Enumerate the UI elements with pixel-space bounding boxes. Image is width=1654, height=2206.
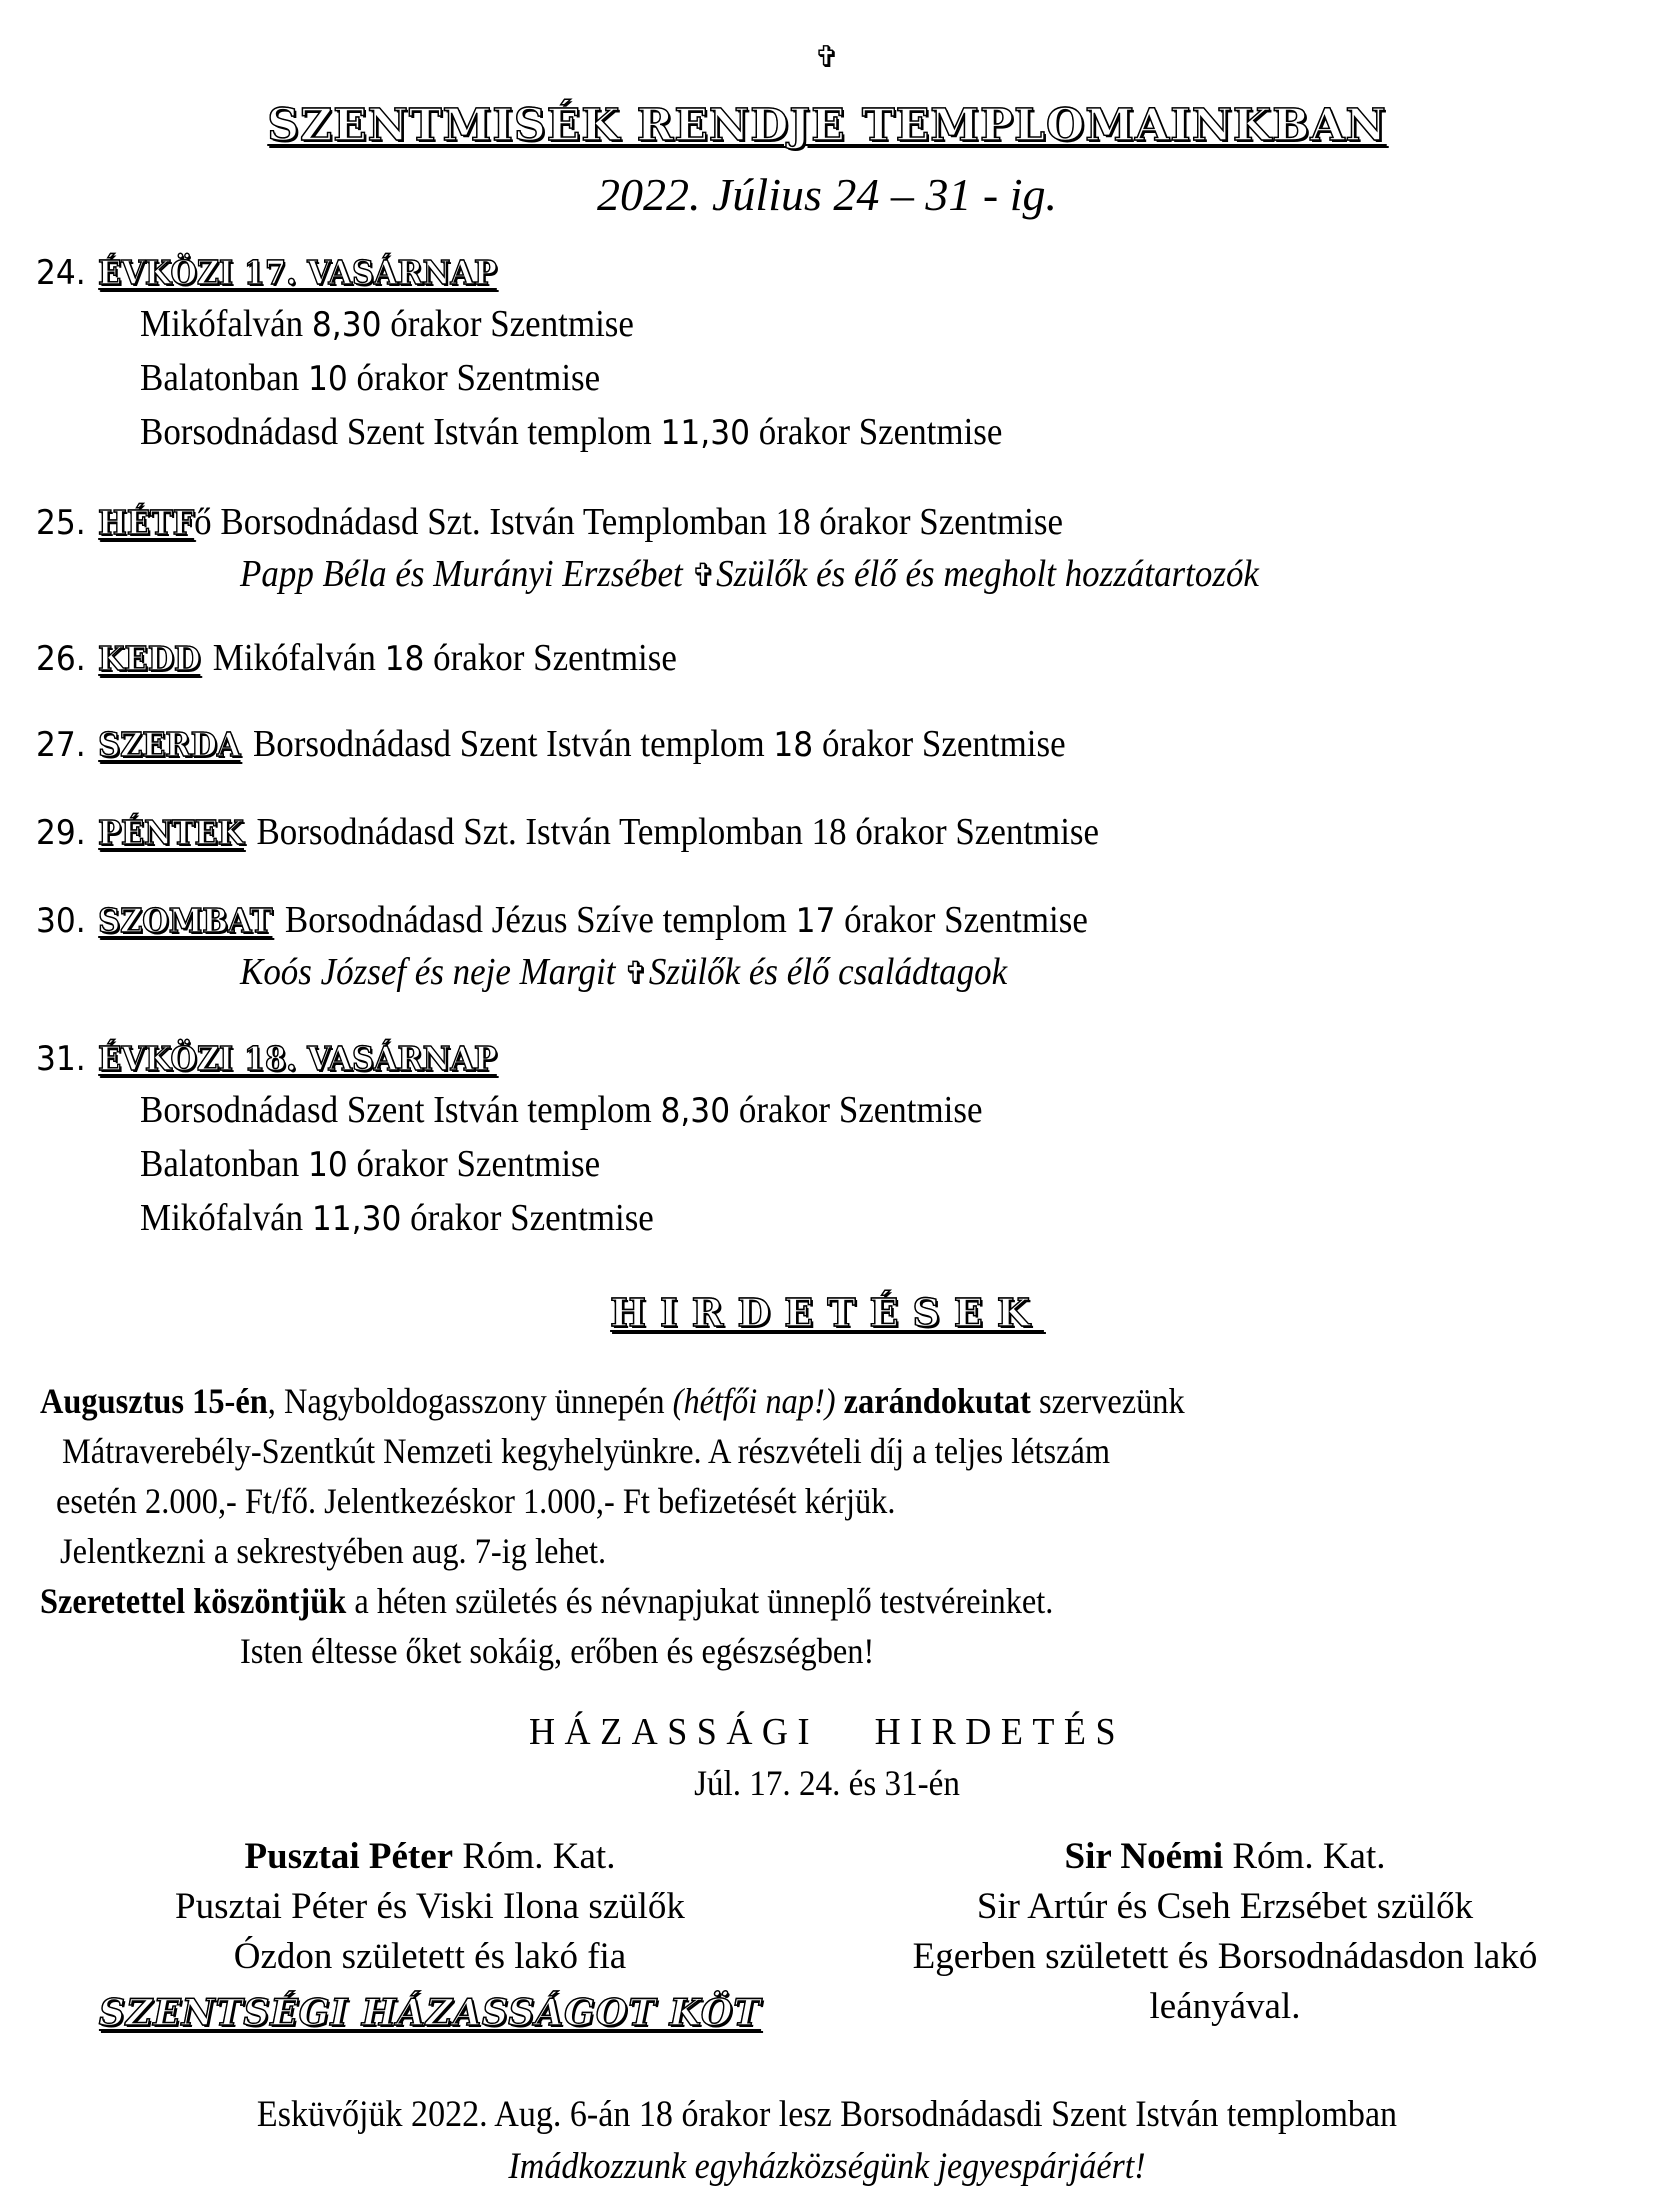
mass-suffix: órakor Szentmise <box>356 357 601 399</box>
marriage-announcement-heading: HÁZASSÁGI HIRDETÉS <box>528 1711 1126 1753</box>
day-entry-30 <box>36 898 1088 942</box>
marriage-announcement-dates: Júl. 17. 24. és 31-én <box>694 1763 960 1803</box>
day-number: 27. <box>36 725 86 765</box>
mass-suffix: órakor Szentmise <box>433 637 677 679</box>
pilgrimage-announcement-line3: esetén 2.000,- Ft/fő. Jelentkezéskor 1.000,- Ft befizetését kérjük. <box>56 1481 896 1521</box>
mass-place: Borsodnádasd Szt. István Templomban <box>220 501 767 543</box>
bride-origin-cont: leányával. <box>1149 1986 1301 2027</box>
deceased-cross-icon: ✞ <box>691 556 717 594</box>
mass-place: Borsodnádasd Szt. István Templomban <box>256 811 803 853</box>
mass-place: Balatonban <box>140 1143 300 1185</box>
intention-relatives: Szülők és élő és megholt hozzátartozók <box>716 553 1259 595</box>
weekday-note: (hétfői nap!) <box>672 1381 836 1421</box>
deceased-cross-icon: ✞ <box>624 954 649 992</box>
bride-parents: Sir Artúr és Cseh Erzsébet szülők <box>976 1886 1474 1927</box>
groom-parents: Pusztai Péter és Viski Ilona szülők <box>175 1886 685 1927</box>
date-range-subtitle: 2022. Július 24 – 31 - ig. <box>597 169 1057 220</box>
greeting-bold: Szeretettel köszöntjük <box>40 1581 347 1621</box>
mass-entry <box>140 1088 983 1132</box>
mass-suffix: órakor Szentmise <box>855 811 1100 853</box>
mass-place: Borsodnádasd Szent István templom <box>252 723 765 765</box>
mass-place: Mikófalván <box>140 1197 304 1239</box>
mass-time: 18 <box>384 639 425 679</box>
mass-suffix: órakor Szentmise <box>356 1143 601 1185</box>
groom-name-line <box>90 1832 770 1882</box>
mass-time: 17 <box>795 901 836 941</box>
mass-suffix: órakor Szentmise <box>758 411 1003 453</box>
day-name: HÉTF <box>98 503 195 542</box>
bride-name-line <box>840 1832 1610 1882</box>
mass-entry <box>140 356 600 400</box>
day-number: 26. <box>36 639 86 679</box>
day-number: 31. <box>36 1039 86 1079</box>
mass-intention <box>240 950 1007 994</box>
mass-entry <box>140 410 1002 454</box>
mass-suffix: órakor Szentmise <box>738 1089 983 1131</box>
bride-column <box>840 1832 1610 2032</box>
greeting-wish: Isten éltesse őket sokáig, erőben és egészségben! <box>240 1631 875 1671</box>
pilgrimage-announcement-line1 <box>40 1380 1185 1422</box>
intention-names: Koós József és neje Margit <box>240 951 616 993</box>
groom-origin: Ózdon született és lakó fia <box>233 1936 627 1977</box>
greeting-announcement <box>40 1580 1053 1622</box>
pilgrimage-date: Augusztus 15-én <box>40 1381 268 1421</box>
mass-suffix: órakor Szentmise <box>821 723 1066 765</box>
mass-time: 8,30 <box>311 305 382 345</box>
day-number: 30. <box>36 901 86 941</box>
mass-time: 18 <box>773 725 814 765</box>
page-title: SZENTMISÉK RENDJE TEMPLOMAINKBAN <box>267 100 1387 151</box>
day-number: 24. <box>36 253 86 293</box>
day-name: SZERDA <box>98 725 241 764</box>
mass-place: Balatonban <box>140 357 300 399</box>
groom-denomination: Róm. Kat. <box>453 1836 616 1877</box>
latin-cross-icon: ✞ <box>814 40 840 75</box>
mass-place: Mikófalván <box>212 637 376 679</box>
text: a héten születés és névnapjukat ünneplő testvéreinket. <box>346 1581 1054 1621</box>
mass-time: 18 <box>775 501 811 543</box>
mass-entry <box>140 1142 600 1186</box>
day-name: ÉVKÖZI 17. VASÁRNAP <box>98 253 497 292</box>
day-heading-24 <box>36 250 500 294</box>
prayer-request: Imádkozzunk egyházközségünk jegyespárjáért! <box>508 2146 1146 2187</box>
day-number: 29. <box>36 813 86 853</box>
day-number: 25. <box>36 503 86 543</box>
pilgrimage-keyword: zarándokutat <box>843 1381 1031 1421</box>
intention-relatives: Szülők és élő családtagok <box>648 951 1008 993</box>
mass-time: 11,30 <box>660 413 751 453</box>
mass-suffix: órakor Szentmise <box>819 501 1063 543</box>
day-entry-25 <box>36 500 1063 544</box>
bride-origin: Egerben született és Borsodnádasdon lakó <box>912 1936 1538 1977</box>
mass-place: Mikófalván <box>140 303 304 345</box>
day-name: KEDD <box>98 639 201 678</box>
groom-column <box>90 1832 770 2038</box>
mass-time: 10 <box>307 1145 348 1185</box>
mass-place: Borsodnádasd Szent István templom <box>140 411 652 453</box>
text: szervezünk <box>1030 1381 1185 1421</box>
day-name: SZOMBAT <box>98 901 273 940</box>
bride-name: Sir Noémi <box>1064 1836 1224 1877</box>
pilgrimage-announcement-line2: Mátraverebély-Szentkút Nemzeti kegyhelyünkre. A részvételi díj a teljes létszám <box>62 1431 1111 1471</box>
announcements-heading: HIRDETÉSEK <box>610 1290 1044 1335</box>
mass-suffix: órakor Szentmise <box>390 303 634 345</box>
groom-name: Pusztai Péter <box>244 1836 454 1877</box>
mass-place: Borsodnádasd Jézus Szíve templom <box>284 899 787 941</box>
mass-time: 10 <box>307 359 348 399</box>
mass-suffix: órakor Szentmise <box>844 899 1088 941</box>
day-entry-29 <box>36 810 1099 854</box>
day-name-tail: ő <box>194 501 212 543</box>
mass-entry <box>140 302 634 346</box>
mass-suffix: órakor Szentmise <box>410 1197 654 1239</box>
day-name: PÉNTEK <box>98 813 245 852</box>
text: , Nagyboldogasszony ünnepén <box>267 1381 673 1421</box>
day-name: ÉVKÖZI 18. VASÁRNAP <box>98 1039 497 1078</box>
bride-denomination: Róm. Kat. <box>1223 1836 1386 1877</box>
day-heading-31 <box>36 1036 500 1080</box>
sacrament-text: SZENTSÉGI HÁZASSÁGOT KÖT <box>98 1992 762 2034</box>
wedding-details: Esküvőjük 2022. Aug. 6-án 18 órakor lesz Borsodnádasdi Szent István templomban <box>256 2094 1398 2135</box>
day-entry-27 <box>36 722 1066 766</box>
pilgrimage-announcement-line4: Jelentkezni a sekrestyében aug. 7-ig lehet. <box>60 1531 607 1571</box>
mass-time: 8,30 <box>660 1091 731 1131</box>
mass-entry <box>140 1196 654 1240</box>
mass-place: Borsodnádasd Szent István templom <box>140 1089 652 1131</box>
mass-time: 11,30 <box>311 1199 402 1239</box>
mass-time: 18 <box>811 811 847 853</box>
day-entry-26 <box>36 636 677 680</box>
mass-intention <box>240 552 1259 596</box>
intention-names: Papp Béla és Murányi Erzsébet <box>240 553 683 595</box>
